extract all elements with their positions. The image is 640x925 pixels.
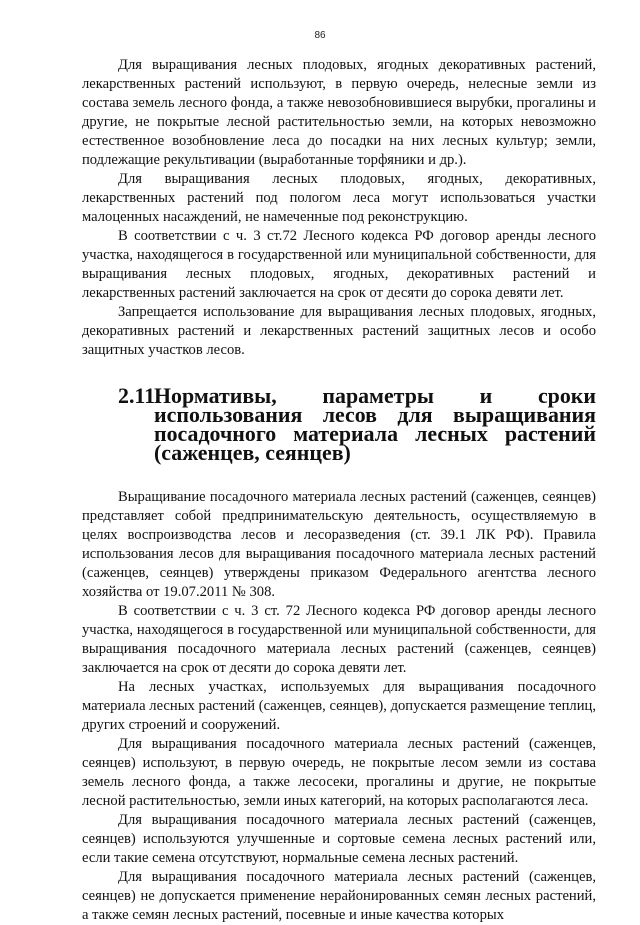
body-paragraph: На лесных участках, используемых для выращивания посадочного материала лесных растений (саженцев, сеянцев), допускается размещение теплиц, других строений и сооружений. (82, 679, 596, 733)
body-paragraph: Для выращивания посадочного материала лесных растений (саженцев, сеянцев) используются улучшенные и сортовые семена лесных растений или, если такие семена отсутствуют, нормальные семена лесных растений. (82, 812, 596, 866)
body-paragraph: В соответствии с ч. 3 ст. 72 Лесного кодекса РФ договор аренды лесного участка, находящегося в государственной или муниципальной собственности, для выращивания посадочного материала лесных растений (саженцев, сеянцев) заключается на срок от десяти до сорока девяти лет. (82, 603, 596, 676)
section-number: 2.11. (118, 383, 161, 408)
page-number: 86 (314, 30, 326, 41)
body-paragraph: Для выращивания посадочного материала лесных растений (саженцев, сеянцев) используют, в первую очередь, не покрытые лесом земли из состава земель лесного фонда, а также лесосеки, прогалины и другие, не покрытые лесной растительностью, земли иных категорий, на которых располагаются леса. (82, 736, 596, 809)
body-paragraph: Для выращивания лесных плодовых, ягодных, декоративных, лекарственных растений под пологом леса могут использоваться участки малоценных насаждений, не намеченные под реконструкцию. (82, 171, 596, 225)
section-title: Нормативы, параметры и сроки использования лесов для выращивания посадочного материала лесных растений (саженцев, сеянцев) (154, 383, 596, 465)
body-paragraph: Для выращивания посадочного материала лесных растений (саженцев, сеянцев) не допускается применение нерайонированных семян лесных растений, а также семян лесных растений, посевные и иные качества которых (82, 869, 596, 923)
section-heading (82, 383, 596, 465)
body-paragraph: В соответствии с ч. 3 ст.72 Лесного кодекса РФ договор аренды лесного участка, находящегося в государственной или муниципальной собственности, для выращивания лесных плодовых, ягодных, декоративных растений и лекарственных растений заключается на срок от десяти до сорока девяти лет. (82, 228, 596, 301)
body-paragraph: Выращивание посадочного материала лесных растений (саженцев, сеянцев) представляет собой предпринимательскую деятельность, осуществляемую в целях воспроизводства лесов и лесоразведения (ст. 39.1 ЛК РФ). Правила использования лесов для выращивания посадочного материала лесных растений (саженцев, сеянцев) утверждены приказом Федерального агентства лесного хозяйства от 19.07.2011 № 308. (82, 489, 596, 600)
document-body (82, 56, 596, 925)
body-paragraph: Для выращивания лесных плодовых, ягодных декоративных растений, лекарственных растений используют, в первую очередь, нелесные земли из состава земель лесного фонда, а также невозобновившиеся вырубки, прогалины и другие, не покрытые лесной растительностью земли, на которых невозможно естественное возобновление леса до посадки на них лесных культур; земли, подлежащие рекультивации (выработанные торфяники и др.). (82, 57, 596, 168)
body-paragraph: Запрещается использование для выращивания лесных плодовых, ягодных, декоративных растений и лекарственных растений защитных лесов и особо защитных участков лесов. (82, 304, 596, 358)
spacer (82, 462, 596, 488)
